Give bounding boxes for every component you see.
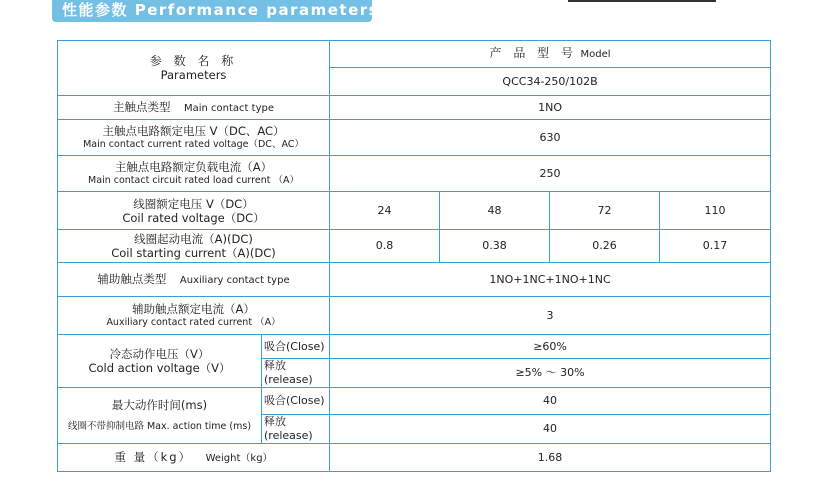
param-label-zh: 重 量（kg） <box>114 449 193 464</box>
value-cell: 72 <box>550 192 660 230</box>
model-header-en: Model <box>580 49 611 60</box>
param-label-zh: 主触点电路额定电压 V（DC、AC） <box>102 123 285 138</box>
parameters-header-en: Parameters <box>160 68 227 82</box>
param-label-en: Main contact circuit rated load current （A） <box>88 174 299 186</box>
param-label-en: Weight（kg） <box>205 452 273 464</box>
param-label-en: Coil rated voltage（DC） <box>122 210 265 225</box>
model-value-cell: QCC34-250/102B <box>330 68 771 96</box>
sub-label-close: 吸合(Close) <box>262 335 330 359</box>
table-row <box>58 388 771 415</box>
value-cell: ≥60% <box>330 335 771 359</box>
param-label-zh: 线圈额定电压 V（DC） <box>133 196 254 211</box>
table-row <box>58 263 771 297</box>
model-header-cell <box>330 41 771 68</box>
param-label-en: Main contact current rated voltage（DC、AC） <box>83 138 304 150</box>
table-row <box>58 335 771 359</box>
performance-table <box>57 40 771 472</box>
value-cell: 3 <box>330 297 771 335</box>
sub-label-release: 释放(release) <box>262 415 330 444</box>
table-row <box>58 96 771 120</box>
value-cell: 24 <box>330 192 440 230</box>
param-label-cell <box>58 444 330 472</box>
value-cell: 0.8 <box>330 230 440 263</box>
value-cell: 0.38 <box>440 230 550 263</box>
param-label-cell <box>58 297 330 335</box>
table-row <box>58 156 771 192</box>
value-cell: 630 <box>330 120 771 156</box>
param-label-cell <box>58 388 262 444</box>
table-row <box>58 192 771 230</box>
param-label-en: Coil starting current（A)(DC) <box>111 246 276 260</box>
value-cell: 1NO <box>330 96 771 120</box>
param-label-cell <box>58 263 330 297</box>
model-header-zh: 产 品 型 号 <box>489 46 577 60</box>
param-label-zh: 辅助触点额定电流（A） <box>132 301 255 316</box>
param-label-zh: 辅助触点类型 <box>97 271 167 286</box>
param-label-cell <box>58 120 330 156</box>
decorative-line <box>568 0 716 2</box>
param-label-cell <box>58 96 330 120</box>
value-cell: ≥5% ～ 30% <box>330 359 771 388</box>
table-row <box>58 297 771 335</box>
param-label-cell <box>58 230 330 263</box>
table-row <box>58 230 771 263</box>
param-label-en: Cold action voltage（V） <box>88 361 231 375</box>
value-cell: 110 <box>660 192 771 230</box>
table-row <box>58 120 771 156</box>
param-label-zh: 线圈起动电流（A)(DC) <box>134 232 253 246</box>
value-cell: 1NO+1NC+1NO+1NC <box>330 263 771 297</box>
sub-label-close: 吸合(Close) <box>262 388 330 415</box>
param-label-cell <box>58 156 330 192</box>
section-banner: 性能参数 Performance parameters <box>52 0 372 22</box>
table-row <box>58 444 771 472</box>
value-cell: 0.26 <box>550 230 660 263</box>
param-label-zh: 主触点电路额定负载电流（A） <box>114 159 273 174</box>
value-cell: 48 <box>440 192 550 230</box>
param-label-cell <box>58 192 330 230</box>
value-cell: 40 <box>330 415 771 444</box>
param-label-en: Auxiliary contact rated current （A） <box>106 316 281 328</box>
parameters-header-zh: 参 数 名 称 <box>149 54 238 68</box>
value-cell: 40 <box>330 388 771 415</box>
param-label-zh: 主触点类型 <box>113 99 171 114</box>
param-label-zh: 最大动作时间(ms) <box>111 397 208 412</box>
param-label-en: 线圈不带抑制电路 Max. action time (ms) <box>67 420 252 432</box>
table-header-row <box>58 41 771 68</box>
param-label-en: Main contact type <box>184 102 274 114</box>
value-cell: 1.68 <box>330 444 771 472</box>
sub-label-release: 释放(release) <box>262 359 330 388</box>
param-label-cell <box>58 335 262 388</box>
value-cell: 0.17 <box>660 230 771 263</box>
param-label-zh: 冷态动作电压（V） <box>109 347 210 361</box>
parameters-header-cell <box>58 41 330 96</box>
value-cell: 250 <box>330 156 771 192</box>
param-label-en: Auxiliary contact type <box>179 274 290 286</box>
